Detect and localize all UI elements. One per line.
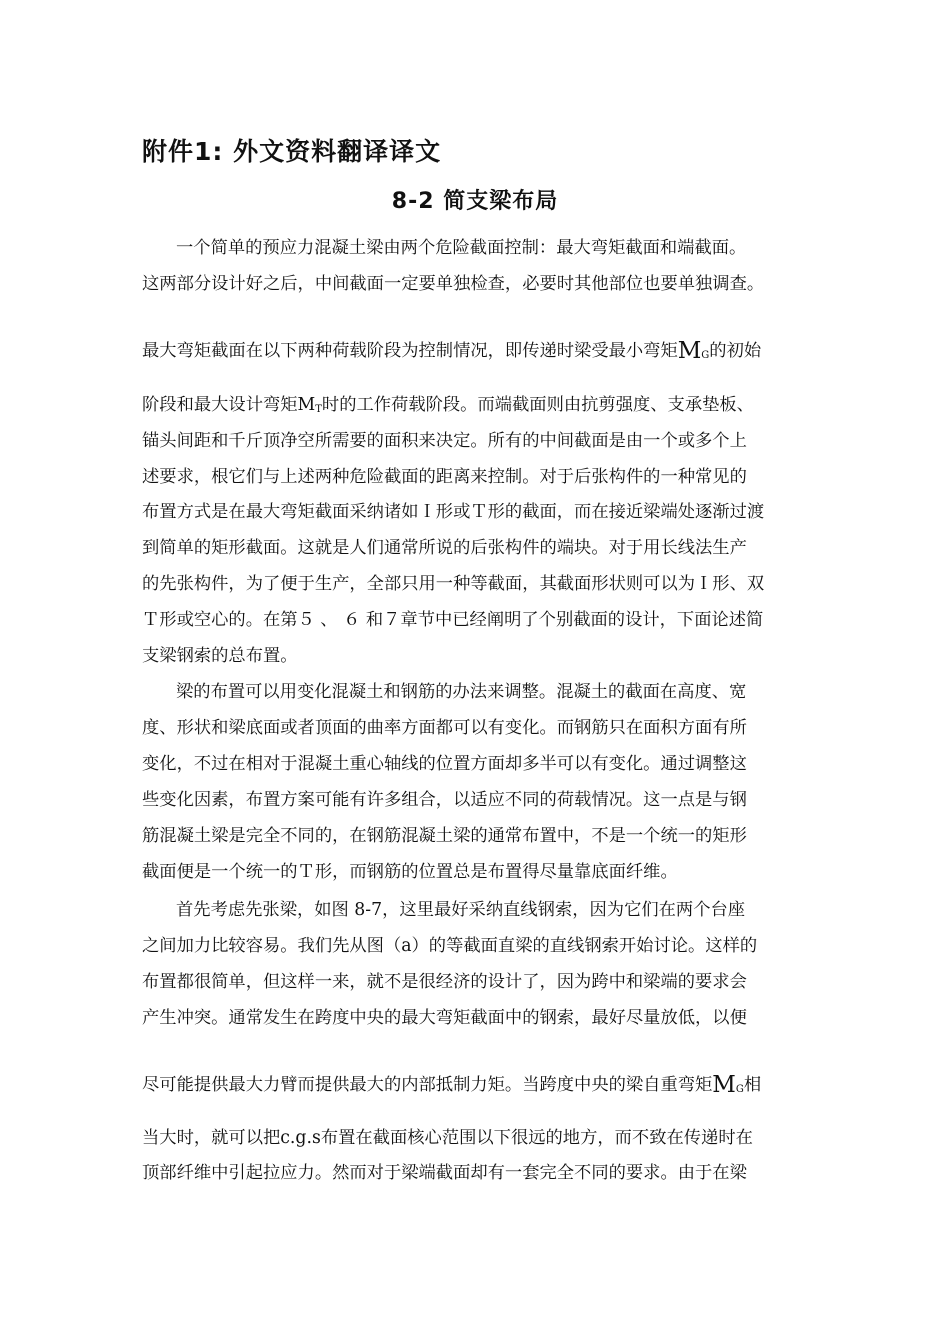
p2-line-7: 的先张构件，为了便于生产，全部只用一种等截面，其截面形状则可以为Ｉ形、双	[142, 574, 765, 594]
p2-line-6: 到简单的矩形截面。这就是人们通常所说的后张构件的端块。对于用长线法生产	[142, 538, 747, 558]
p2-line-4: 述要求，根它们与上述两种危险截面的距离来控制。对于后张构件的一种常见的	[142, 467, 747, 487]
p4-line-3: 布置都很简单，但这样一来，就不是很经济的设计了，因为跨中和梁端的要求会	[142, 972, 747, 992]
p2-line-1: 最大弯矩截面在以下两种荷载阶段为控制情况，即传递时梁受最小弯矩$M_G$的初始	[142, 338, 762, 364]
p2-line-8: Ｔ形或空心的。在第５ 、 ６ 和７章节中已经阐明了个别截面的设计，下面论述简	[142, 610, 764, 630]
p2-line-9: 支梁钢索的总布置。	[142, 646, 298, 666]
p3-line-5: 筋混凝土梁是完全不同的，在钢筋混凝土梁的通常布置中，不是一个统一的矩形	[142, 826, 747, 846]
p3-line-1: 梁的布置可以用变化混凝土和钢筋的办法来调整。混凝土的截面在高度、宽	[176, 682, 747, 702]
section-title: 8-2 简支梁布局	[391, 189, 559, 214]
p4-line-6: 当大时，就可以把c.g.s布置在截面核心范围以下很远的地方，而不致在传递时在	[142, 1128, 753, 1148]
moment-symbol: M	[677, 338, 702, 364]
p3-line-6: 截面便是一个统一的Ｔ形，而钢筋的位置总是布置得尽量靠底面纤维。	[142, 862, 678, 882]
p4-line-5: 尽可能提供最大力臂而提供最大的内部抵制力矩。当跨度中央的梁自重弯矩$M_G$相	[142, 1072, 762, 1098]
p2-line-3: 锚头间距和千斤顶净空所需要的面积来决定。所有的中间截面是由一个或多个上	[142, 431, 747, 451]
p4-line-1: 首先考虑先张梁，如图 8-7，这里最好采纳直线钢索，因为它们在两个台座	[176, 900, 746, 920]
p3-line-4: 些变化因素，布置方案可能有许多组合，以适应不同的荷载情况。这一点是与钢	[142, 790, 747, 810]
p4-line-7: 顶部纤维中引起拉应力。然而对于梁端截面却有一套完全不同的要求。由于在梁	[142, 1163, 747, 1183]
moment-symbol: M	[297, 395, 316, 415]
p1-line-1: 一个简单的预应力混凝土梁由两个危险截面控制：最大弯矩截面和端截面。	[176, 238, 747, 258]
p4-line-2: 之间加力比较容易。我们先从图（a）的等截面直梁的直线钢索开始讨论。这样的	[142, 936, 758, 956]
p2-line-2: 阶段和最大设计弯矩$M_T$时的工作荷载阶段。而端截面则由抗剪强度、支承垫板、	[142, 395, 754, 415]
p2-line-5: 布置方式是在最大弯矩截面采纳诸如Ｉ形或Ｔ形的截面，而在接近梁端处逐渐过渡	[142, 502, 765, 522]
appendix-heading: 附件1: 外文资料翻译译文	[142, 137, 442, 166]
p3-line-3: 变化，不过在相对于混凝土重心轴线的位置方面却多半可以有变化。通过调整这	[142, 754, 747, 774]
p3-line-2: 度、形状和梁底面或者顶面的曲率方面都可以有变化。而钢筋只在面积方面有所	[142, 718, 747, 738]
moment-symbol: M	[712, 1072, 736, 1098]
p1-line-2: 这两部分设计好之后，中间截面一定要单独检查，必要时其他部位也要单独调查。	[142, 274, 765, 294]
p4-line-4: 产生冲突。通常发生在跨度中央的最大弯矩截面中的钢索，最好尽量放低，以便	[142, 1008, 747, 1028]
